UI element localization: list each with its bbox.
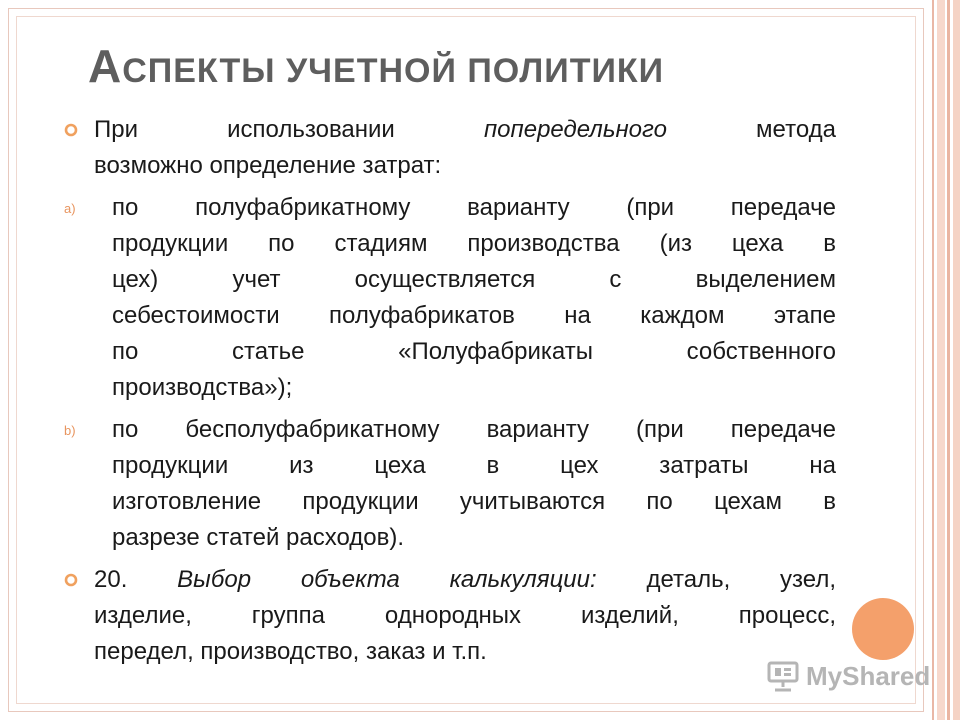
decor-stripe xyxy=(937,0,945,720)
bullet-item xyxy=(64,562,836,670)
list-marker: a) xyxy=(64,201,76,216)
text-line: 20. Выбор объекта калькуляции: деталь, узел, xyxy=(94,566,836,593)
text-line: разрезе статей расходов). xyxy=(112,524,405,551)
text-line: возможно определение затрат: xyxy=(94,152,442,179)
text-line: по статье «Полуфабрикаты собственного xyxy=(112,338,836,365)
bullet-item xyxy=(64,112,836,184)
sub-item-b xyxy=(64,412,836,556)
text-line: производства»); xyxy=(112,374,293,401)
presentation-icon xyxy=(766,659,800,693)
slide-body xyxy=(64,112,836,670)
text-line: цех) учет осуществляется с выделением xyxy=(112,266,836,293)
sub-item-a xyxy=(64,190,836,406)
ring-bullet-icon xyxy=(64,123,78,137)
title-first-letter: А xyxy=(88,40,123,92)
emphasis-text: попередельного xyxy=(483,116,667,143)
text-line: себестоимости полуфабрикатов на каждом этапе xyxy=(112,302,836,329)
emphasis-text: Выбор объекта калькуляции: xyxy=(177,566,597,593)
list-marker: b) xyxy=(64,423,76,438)
decor-stripe xyxy=(947,0,950,720)
text-line: продукции из цеха в цех затраты на xyxy=(112,452,836,479)
slide-title xyxy=(88,40,848,97)
text-line: по полуфабрикатному варианту (при передаче xyxy=(112,194,836,221)
text-line: продукции по стадиям производства (из цеха в xyxy=(112,230,836,257)
title-rest: СПЕКТЫ УЧЕТНОЙ ПОЛИТИКИ xyxy=(122,52,665,90)
decor-stripe xyxy=(953,0,960,720)
watermark xyxy=(766,656,930,696)
ring-bullet-icon xyxy=(64,573,78,587)
text-line: При использовании попередельного метода xyxy=(94,116,836,143)
text-line: по бесполуфабрикатному варианту (при передаче xyxy=(112,416,836,443)
text-line: передел, производство, заказ и т.п. xyxy=(94,638,487,665)
decor-stripe xyxy=(932,0,934,720)
text-line: изготовление продукции учитываются по цехам в xyxy=(112,488,836,515)
watermark-text: MyShared xyxy=(806,660,931,691)
decor-circle xyxy=(852,598,914,660)
text-line: изделие, группа однородных изделий, процесс, xyxy=(94,602,836,629)
